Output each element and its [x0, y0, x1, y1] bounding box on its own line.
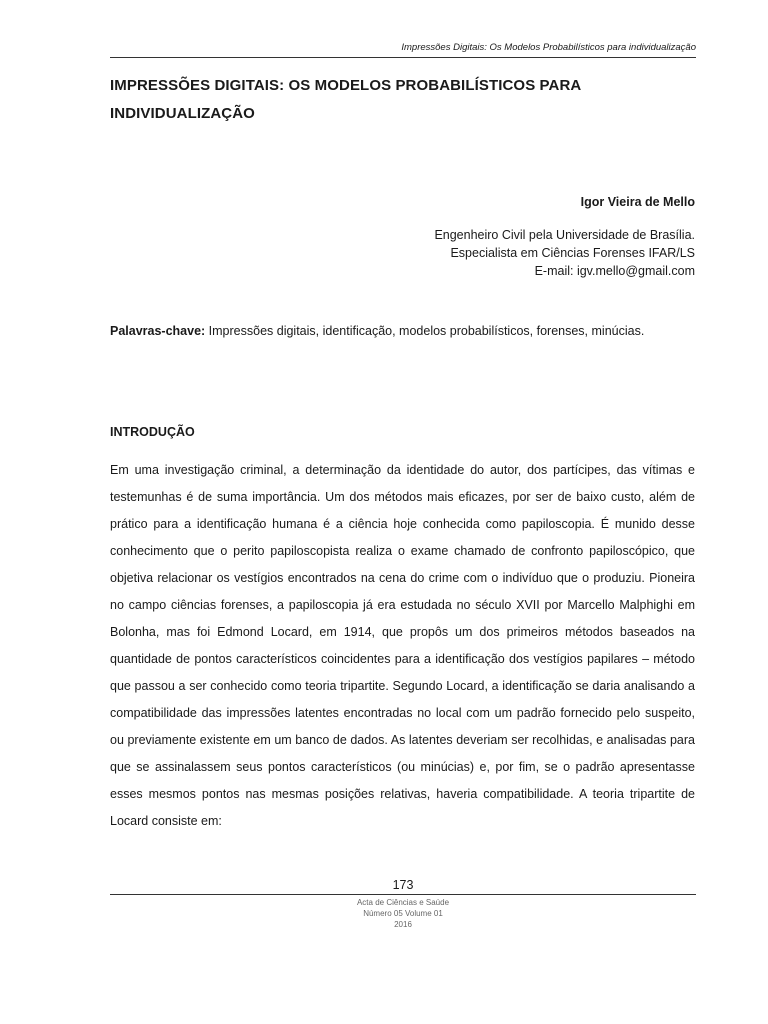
introduction-paragraph: Em uma investigação criminal, a determinação da identidade do autor, dos partícipes, das vítimas e testemunhas é de suma importância. Um dos métodos mais eficazes, por ser de baixo custo, além de prático para a identificação humana é a ciência hoje conhecida como papiloscopia. É munido desse conhecimento que o perito papiloscopista realiza o exame chamado de confronto papiloscópico, que objetiva relacionar os vestígios encontrados na cena do crime com o indivíduo que o produziu. Pioneira no campo ciências forenses, a papiloscopia já era estudada no século XVII por Marcello Malphighi em Bolonha, mas foi Edmond Locard, em 1914, que propôs um dos primeiros métodos baseados na quantidade de pontos característicos coincidentes para a identificação dos vestígios papilares – método que passou a ser conhecido como teoria tripartite. Segundo Locard, a identificação se daria analisando a compatibilidade das impressões latentes encontradas no local com um padrão fornecido pelo suspeito, ou previamente existente em um banco de dados. As latentes deveriam ser recolhidas, e analisadas para que se assinalassem seus pontos característicos (ou minúcias) e, por fim, se o padrão apresentasse esses mesmos pontos nas mesmas posições relativas, haveria compatibilidade. A teoria tripartite de Locard consiste em:: [110, 463, 695, 828]
section-heading-introduction: INTRODUÇÃO: [110, 425, 195, 439]
footer-journal-name: Acta de Ciências e Saúde: [356, 898, 450, 907]
affiliation-specialization: Especialista em Ciências Forenses IFAR/LS: [450, 246, 695, 260]
author-affiliation: [110, 226, 695, 280]
page-number: 173: [392, 878, 414, 892]
footer-year: 2016: [394, 920, 412, 929]
affiliation-email: E-mail: igv.mello@gmail.com: [534, 264, 695, 278]
keywords-label: Palavras-chave:: [110, 324, 206, 338]
article-title: [110, 72, 696, 128]
keywords: [110, 318, 695, 345]
footer-issue: Número 05 Volume 01: [363, 909, 443, 918]
footer-rule: [110, 894, 696, 895]
author-name: Igor Vieira de Mello: [580, 195, 695, 209]
running-header: Impressões Digitais: Os Modelos Probabilísticos para individualização: [401, 42, 696, 53]
keywords-list: Impressões digitais, identificação, modelos probabilísticos, forenses, minúcias.: [205, 324, 645, 338]
article-title-line-2: INDIVIDUALIZAÇÃO: [110, 105, 255, 122]
article-title-line-1: IMPRESSÕES DIGITAIS: OS MODELOS PROBABILÍSTICOS PARA: [110, 77, 582, 94]
affiliation-degree: Engenheiro Civil pela Universidade de Brasília.: [434, 228, 695, 242]
header-rule: [110, 57, 696, 58]
journal-footer: [110, 897, 696, 930]
